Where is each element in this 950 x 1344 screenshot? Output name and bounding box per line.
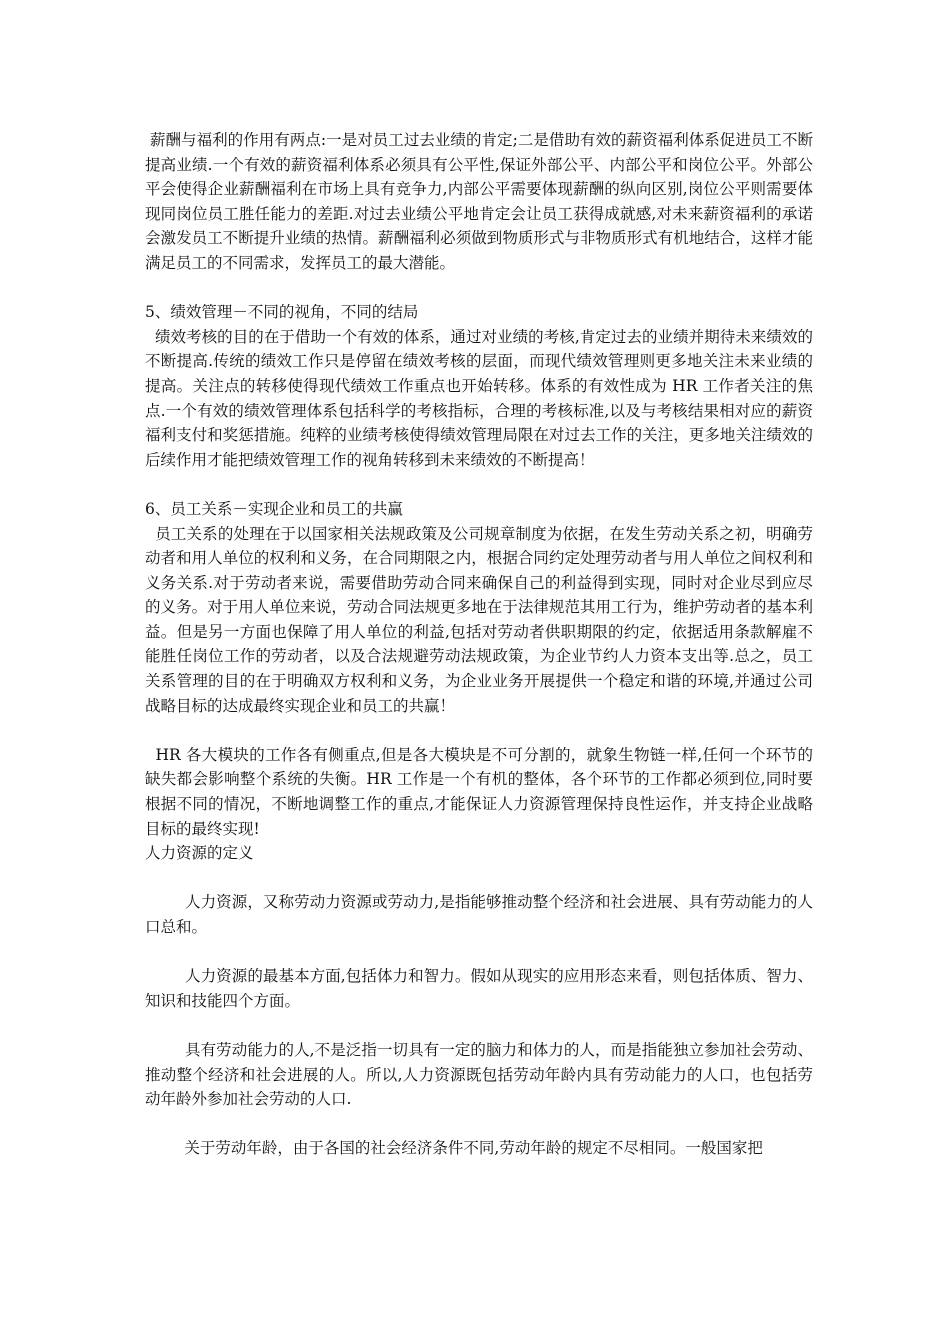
blank-line — [145, 866, 813, 891]
heading-performance: 5、绩效管理－不同的视角，不同的结局 — [145, 303, 419, 322]
paragraph-definition-1: 人力资源，又称劳动力资源或劳动力,是指能够推动整个经济和社会进展、具有劳动能力的人口总和。 — [145, 893, 813, 936]
paragraph-performance: 绩效考核的目的在于借助一个有效的体系，通过对业绩的考核,肯定过去的业绩并期待未来绩效的不断提高.传统的绩效工作只是停留在绩效考核的层面，而现代绩效管理则更多地关注未来业绩的提高。关注点的转移使得现代绩效工作重点也开始转移。体系的有效性成为 HR 工作者关注的焦点.一个有效的绩效管理体系包括科学的考核指标，合理的考核标准,以及与考核结果相对应的薪资福利支付和奖惩措施。纯粹的业绩考核使得绩效管理局限在对过去工作的关注，更多地关注绩效的后续作用才能把绩效管理工作的视角转移到未来绩效的不断提高！ — [145, 327, 814, 469]
paragraph-definition-2: 人力资源的最基本方面,包括体力和智力。假如从现实的应用形态来看，则包括体质、智力、知识和技能四个方面。 — [145, 967, 813, 1010]
blank-line — [145, 940, 813, 965]
heading-hr-definition: 人力资源的定义 — [145, 844, 254, 863]
blank-line — [145, 718, 813, 743]
document-body — [145, 128, 813, 1161]
blank-line — [145, 1112, 813, 1137]
blank-line — [145, 276, 813, 301]
blank-line — [145, 472, 813, 497]
paragraph-hr-modules: HR 各大模块的工作各有侧重点,但是各大模块是不可分割的，就象生物链一样,任何一个环节的缺失都会影响整个系统的失衡。HR 工作是一个有机的整体，各个环节的工作都必须到位,同时要根据不同的情况，不断地调整工作的重点,才能保证人力资源管理保持良性运作，并支持企业战略目标的最终实现! — [145, 745, 813, 838]
paragraph-definition-3: 具有劳动能力的人,不是泛指一切具有一定的脑力和体力的人，而是指能独立参加社会劳动、推动整个经济和社会进展的人。所以,人力资源既包括劳动年龄内具有劳动能力的人口，也包括劳动年龄外参加社会劳动的人口. — [145, 1040, 813, 1109]
paragraph-employee-relations: 员工关系的处理在于以国家相关法规政策及公司规章制度为依据，在发生劳动关系之初，明确劳动者和用人单位的权利和义务，在合同期限之内，根据合同约定处理劳动者与用人单位之间权利和义务关系.对于劳动者来说，需要借助劳动合同来确保自己的利益得到实现，同时对企业尽到应尽的义务。对于用人单位来说，劳动合同法规更多地在于法律规范其用工行为，维护劳动者的基本利益。但是另一方面也保障了用人单位的利益,包括对劳动者供职期限的约定，依据适用条款解雇不能胜任岗位工作的劳动者，以及合法规避劳动法规政策，为企业节约人力资本支出等.总之，员工关系管理的目的在于明确双方权利和义务，为企业业务开展提供一个稳定和谐的环境,并通过公司战略目标的达成最终实现企业和员工的共赢！ — [145, 524, 813, 715]
paragraph-compensation: 薪酬与福利的作用有两点:一是对员工过去业绩的肯定;二是借助有效的薪资福利体系促进员工不断提高业绩.一个有效的薪资福利体系必须具有公平性,保证外部公平、内部公平和岗位公平。外部公平会使得企业薪酬福利在市场上具有竞争力,内部公平需要体现薪酬的纵向区别,岗位公平则需要体现同岗位员工胜任能力的差距.对过去业绩公平地肯定会让员工获得成就感,对未来薪资福利的承诺会激发员工不断提升业绩的热情。薪酬福利必须做到物质形式与非物质形式有机地结合，这样才能满足员工的不同需求，发挥员工的最大潜能。 — [145, 131, 813, 272]
paragraph-definition-4: 关于劳动年龄，由于各国的社会经济条件不同,劳动年龄的规定不尽相同。一般国家把 — [145, 1139, 763, 1158]
blank-line — [145, 1013, 813, 1038]
heading-employee-relations: 6、员工关系－实现企业和员工的共赢 — [145, 499, 403, 518]
